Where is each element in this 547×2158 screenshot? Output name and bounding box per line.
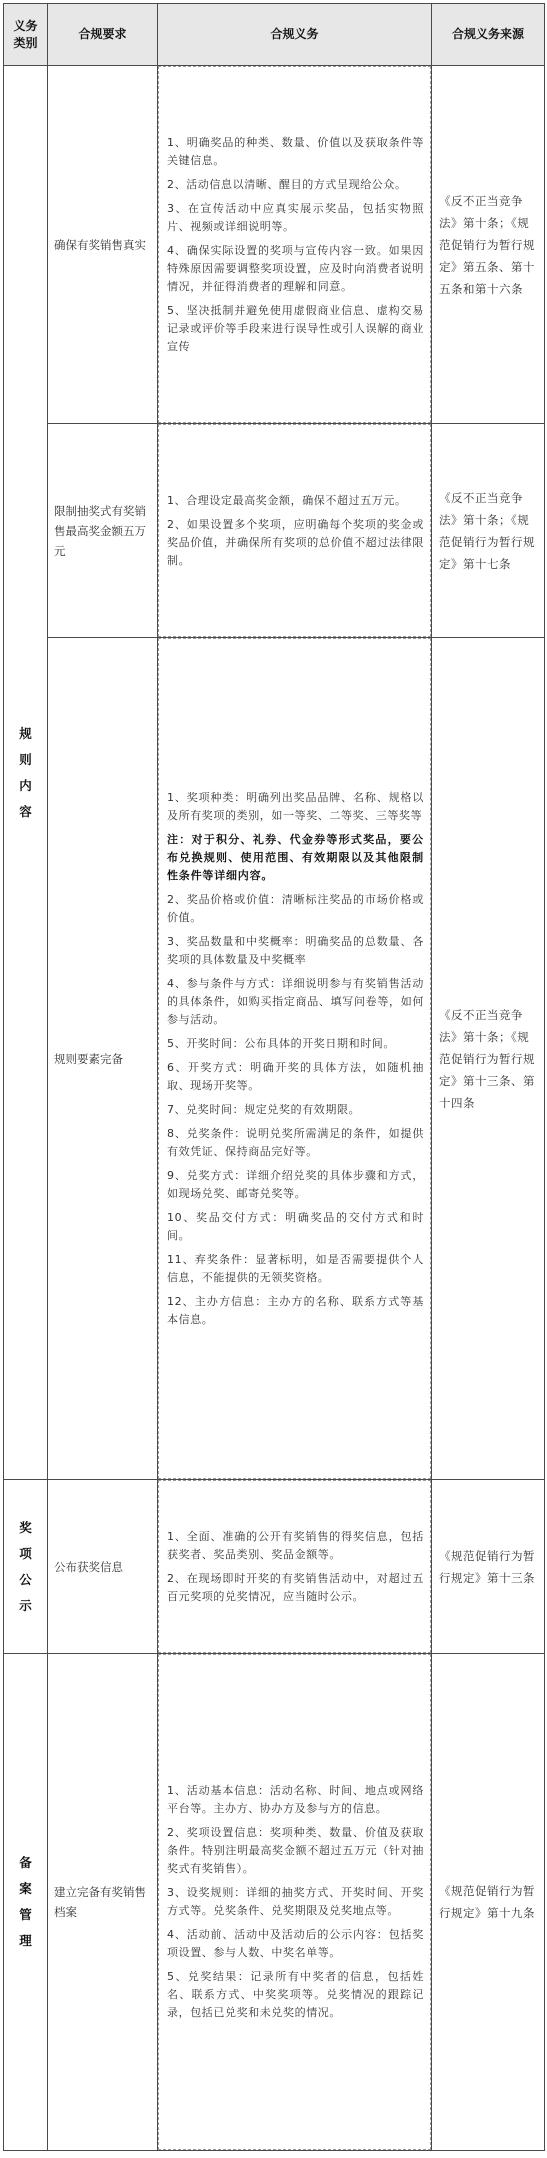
obligation-item: 3、在宣传活动中应真实展示奖品，包括实物照片、视频或详细说明等。: [167, 201, 424, 233]
obligation-item: 1、合理设定最高奖金额，确保不超过五万元。: [167, 493, 407, 507]
source-cell: 《反不正当竞争法》第十条；《规范促销行为暂行规定》第五条、第十五条和第十六条: [432, 66, 545, 424]
source-cell: 《反不正当竞争法》第十条；《规范促销行为暂行规定》第十三条、第十四条: [432, 638, 545, 1480]
category-publicity: [4, 1480, 48, 1654]
obligation-box: [158, 424, 431, 637]
source-cell: 《规范促销行为暂行规定》第十九条: [432, 1654, 545, 2151]
obligation-item: 2、奖项设置信息：奖项种类、数量、价值及获取条件。特别注明最高奖金额不超过五万元（针对抽奖式有奖销售）。: [167, 1826, 424, 1875]
obligation-box: [158, 1480, 431, 1653]
category-filing-label: 备 案 管 理: [19, 1855, 32, 1948]
obligation-item: 6、开奖方式：明确开奖的具体方法，如随机抽取、现场开奖等。: [167, 1060, 424, 1092]
obligation-item: 2、活动信息以清晰、醒目的方式呈现给公众。: [167, 177, 407, 191]
obligation-cell: [158, 424, 432, 638]
source-cell: 《反不正当竞争法》第十条；《规范促销行为暂行规定》第十七条: [432, 424, 545, 638]
obligation-item: 2、在现场即时开奖的有奖销售活动中，对超过五百元奖项的兑奖情况，应当随时公示。: [167, 1571, 424, 1603]
obligation-item: 1、明确奖品的种类、数量、价值以及获取条件等关键信息。: [167, 135, 424, 167]
header-obligation: 合规义务: [158, 4, 432, 66]
obligation-item: 5、兑奖结果：记录所有中奖者的信息，包括姓名、联系方式、中奖奖项等。兑奖情况的跟踪记录，包括已兑奖和未兑奖的情况。: [167, 1970, 424, 2019]
obligation-cell: [158, 66, 432, 424]
obligation-box: [158, 66, 431, 423]
category-rules-label: 规 则 内 容: [19, 725, 32, 819]
category-publicity-label: 奖 项 公 示: [19, 1519, 32, 1613]
header-requirement: 合规要求: [48, 4, 158, 66]
requirement-cell: 规则要素完备: [48, 638, 158, 1480]
compliance-table-wrapper: [3, 3, 544, 2150]
obligation-item: 1、活动基本信息：活动名称、时间、地点或网络平台等。主办方、协办方及参与方的信息。: [167, 1784, 424, 1815]
obligation-item: 4、参与条件与方式：详细说明参与有奖销售活动的具体条件，如购买指定商品、填写问卷等，如何参与活动。: [167, 976, 424, 1026]
obligation-item: 4、活动前、活动中及活动后的公示内容：包括奖项设置、参与人数、中奖名单等。: [167, 1928, 424, 1959]
requirement-cell: 确保有奖销售真实: [48, 66, 158, 424]
category-filing: [4, 1654, 48, 2151]
table-row: [4, 424, 545, 638]
table-row: [4, 1480, 545, 1654]
header-category: 义务类别: [4, 4, 48, 66]
obligation-box: [158, 638, 431, 1479]
obligation-item: 8、兑奖条件：说明兑奖所需满足的条件，如提供有效凭证、保持商品完好等。: [167, 1126, 424, 1158]
obligation-item: 9、兑奖方式：详细介绍兑奖的具体步骤和方式，如现场兑奖、邮寄兑奖等。: [167, 1168, 424, 1200]
obligation-item: 5、坚决抵制并避免使用虚假商业信息、虚构交易记录或评价等手段来进行误导性或引人误解的商业宣传: [167, 303, 424, 353]
obligation-box: [158, 1654, 431, 2150]
requirement-cell: 限制抽奖式有奖销售最高奖金额五万元: [48, 424, 158, 638]
obligation-note: 注：对于积分、礼券、代金券等形式奖品，要公布兑换规则、使用范围、有效期限以及其他限制性条件等详细内容。: [167, 832, 424, 882]
obligation-item: 2、如果设置多个奖项，应明确每个奖项的奖金或奖品价值，并确保所有奖项的总价值不超过法律限制。: [167, 517, 424, 567]
requirement-cell: 公布获奖信息: [48, 1480, 158, 1654]
source-cell: 《规范促销行为暂行规定》第十三条: [432, 1480, 545, 1654]
compliance-table: [3, 3, 545, 2151]
obligation-item: 3、奖品数量和中奖概率：明确奖品的总数量、各奖项的具体数量及中奖概率: [167, 934, 424, 966]
requirement-cell: 建立完备有奖销售档案: [48, 1654, 158, 2151]
table-row: [4, 638, 545, 1480]
obligation-cell: [158, 638, 432, 1480]
obligation-item: 3、设奖规则：详细的抽奖方式、开奖时间、开奖方式等。兑奖条件、兑奖期限及兑奖地点等。: [167, 1886, 424, 1917]
obligation-item: 2、奖品价格或价值：清晰标注奖品的市场价格或价值。: [167, 892, 424, 924]
obligation-item: 7、兑奖时间：规定兑奖的有效期限。: [167, 1102, 361, 1116]
table-row: [4, 66, 545, 424]
table-row: [4, 1654, 545, 2151]
table-header-row: [4, 4, 545, 66]
obligation-item: 1、奖项种类：明确列出奖品品牌、名称、规格以及所有奖项的类别，如一等奖、二等奖、三等奖等: [167, 790, 424, 822]
obligation-cell: [158, 1654, 432, 2151]
obligation-item: 12、主办方信息：主办方的名称、联系方式等基本信息。: [167, 1294, 424, 1326]
obligation-item: 11、弃奖条件：显著标明，如是否需要提供个人信息，不能提供的无领奖资格。: [167, 1252, 424, 1284]
obligation-item: 1、全面、准确的公开有奖销售的得奖信息，包括获奖者、奖品类别、奖品金额等。: [167, 1529, 424, 1561]
obligation-item: 4、确保实际设置的奖项与宣传内容一致。如果因特殊原因需要调整奖项设置，应及时向消费者说明情况，并征得消费者的理解和同意。: [167, 243, 424, 293]
header-source: 合规义务来源: [432, 4, 545, 66]
obligation-item: 10、奖品交付方式：明确奖品的交付方式和时间。: [167, 1210, 424, 1242]
category-rules: [4, 66, 48, 1480]
obligation-item: 5、开奖时间：公布具体的开奖日期和时间。: [167, 1036, 395, 1050]
obligation-cell: [158, 1480, 432, 1654]
